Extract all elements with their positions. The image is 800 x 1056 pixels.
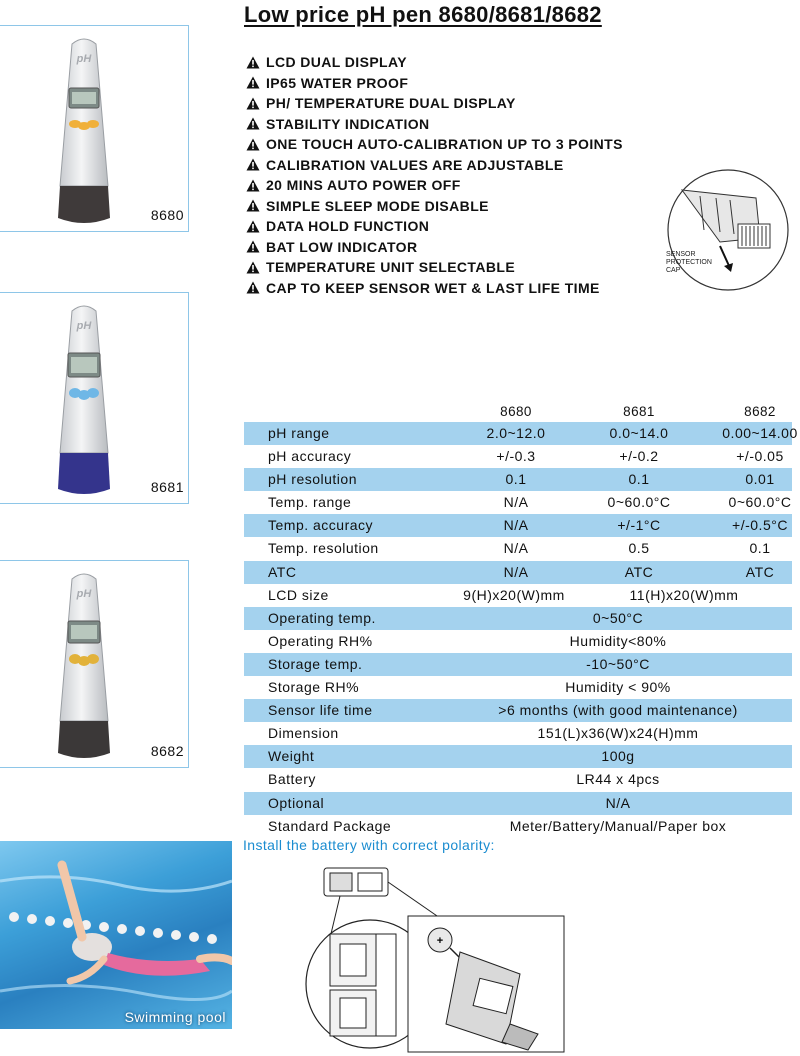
feature-item — [246, 114, 623, 135]
spec-value: >6 months (with good maintenance) — [498, 702, 738, 719]
feature-item — [246, 257, 623, 278]
spec-value: N/A — [503, 563, 529, 580]
product-label: 8680 — [150, 207, 184, 223]
ph-logo-text: pH — [76, 588, 92, 600]
spec-value: N/A — [503, 494, 529, 511]
sensor-caption-2: PROTECTION — [666, 259, 712, 266]
spec-value: 0~60.0°C — [607, 494, 671, 511]
spec-label: Operating temp. — [268, 609, 376, 626]
swimming-pool-label: Swimming pool — [124, 1009, 226, 1025]
product-8682 — [0, 560, 189, 768]
product-8680 — [0, 25, 189, 232]
feature-item — [246, 175, 623, 196]
spec-value: 0.0~14.0 — [609, 425, 669, 441]
spec-value: 0.01 — [745, 471, 775, 488]
spec-row — [244, 676, 792, 699]
warning-triangle-icon — [246, 97, 260, 110]
spec-label: Storage RH% — [268, 679, 360, 696]
spec-row — [244, 537, 792, 560]
sensor-caption-3: CAP — [666, 267, 681, 274]
spec-label: Temp. range — [268, 494, 352, 511]
spec-row — [244, 653, 792, 676]
warning-triangle-icon — [246, 179, 260, 192]
spec-row — [244, 422, 798, 445]
ph-pen-8682-image — [48, 571, 120, 763]
ph-pen-8681-image — [48, 303, 120, 499]
install-battery-text: Install the battery with correct polarity: — [243, 837, 495, 853]
spec-label: Standard Package — [268, 817, 392, 834]
feature-text: SIMPLE SLEEP MODE DISABLE — [266, 197, 489, 214]
spec-value: 0.5 — [628, 540, 650, 557]
spec-label: Weight — [268, 748, 315, 765]
warning-triangle-icon — [246, 138, 260, 151]
spec-label: Battery — [268, 771, 316, 788]
spec-value: LR44 x 4pcs — [576, 771, 660, 788]
spec-row — [244, 491, 792, 514]
spec-value: 0~50°C — [592, 609, 644, 626]
feature-text: CAP TO KEEP SENSOR WET & LAST LIFE TIME — [266, 279, 600, 296]
warning-triangle-icon — [246, 199, 260, 212]
warning-triangle-icon — [246, 158, 260, 171]
spec-row — [244, 768, 792, 791]
feature-text: LCD DUAL DISPLAY — [266, 54, 407, 70]
spec-value: N/A — [503, 517, 529, 534]
feature-list — [246, 52, 623, 298]
spec-header-row — [244, 402, 792, 422]
spec-value: +/-0.5°C — [732, 517, 788, 534]
spec-label: pH accuracy — [268, 448, 352, 465]
pen-cap — [58, 721, 110, 758]
page-title: Low price pH pen 8680/8681/8682 — [244, 2, 602, 27]
feature-item — [246, 278, 623, 299]
spec-header-8680: 8680 — [500, 404, 532, 419]
spec-value: 2.0~12.0 — [486, 425, 546, 441]
feature-text: BAT LOW INDICATOR — [266, 238, 418, 255]
svg-text:+: + — [436, 935, 444, 947]
warning-triangle-icon — [246, 117, 260, 130]
spec-label: Dimension — [268, 725, 339, 742]
ph-pen-8680-image — [48, 36, 120, 226]
spec-label: Temp. accuracy — [268, 517, 374, 534]
spec-value: 0.1 — [749, 540, 771, 557]
swimmer-illustration — [0, 841, 232, 1029]
feature-item — [246, 237, 623, 258]
product-label: 8681 — [150, 479, 184, 495]
feature-item — [246, 52, 623, 73]
product-8681 — [0, 292, 189, 504]
spec-row — [244, 514, 792, 537]
spec-label: Sensor life time — [268, 702, 373, 719]
spec-label: Temp. resolution — [268, 540, 379, 557]
warning-triangle-icon — [246, 240, 260, 253]
spec-row — [244, 722, 792, 745]
spec-table — [244, 402, 798, 838]
feature-text: DATA HOLD FUNCTION — [266, 218, 430, 234]
spec-value: N/A — [605, 794, 631, 811]
spec-value: 151(L)x36(W)x24(H)mm — [537, 725, 699, 742]
warning-triangle-icon — [246, 56, 260, 69]
spec-label: Operating RH% — [268, 632, 373, 649]
sensor-caption-1: SENSOR — [666, 251, 696, 258]
warning-triangle-icon — [246, 220, 260, 233]
spec-label: LCD size — [268, 586, 329, 603]
spec-value: 11(H)x20(W)mm — [629, 586, 739, 603]
spec-label: pH resolution — [268, 471, 357, 488]
feature-text: STABILITY INDICATION — [266, 115, 430, 132]
spec-value: Humidity<80% — [569, 632, 667, 649]
spec-value: 0.1 — [505, 471, 527, 488]
button-right — [87, 654, 99, 664]
spec-value: +/-0.3 — [496, 448, 536, 465]
button-right — [87, 388, 99, 398]
spec-row — [244, 699, 792, 722]
spec-row — [244, 792, 792, 815]
warning-triangle-icon — [246, 76, 260, 89]
button-right — [87, 120, 99, 128]
spec-row — [244, 561, 792, 584]
ph-logo-text: pH — [76, 53, 92, 65]
spec-row — [244, 468, 792, 491]
spec-row — [244, 607, 792, 630]
spec-label: Storage temp. — [268, 655, 363, 672]
pen-cap — [58, 453, 110, 494]
spec-value: 100g — [601, 748, 635, 765]
spec-row — [244, 445, 792, 468]
spec-value: N/A — [503, 540, 529, 557]
feature-item — [246, 134, 623, 155]
feature-item — [246, 216, 623, 237]
spec-value: ATC — [745, 563, 775, 580]
feature-text: TEMPERATURE UNIT SELECTABLE — [266, 259, 516, 275]
spec-value: 9(H)x20(W)mm — [463, 586, 565, 603]
spec-value: Humidity < 90% — [565, 679, 671, 696]
spec-header-8681: 8681 — [623, 404, 655, 419]
feature-item — [246, 196, 623, 217]
battery-installation-diagram — [300, 864, 570, 1054]
spec-value: 0.00~14.00 — [722, 425, 798, 441]
spec-label: Optional — [268, 794, 325, 811]
spec-value: 0~60.0°C — [728, 494, 792, 511]
spec-header-8682: 8682 — [744, 404, 776, 419]
spec-value: +/-1°C — [617, 517, 661, 534]
sensor-protection-cap-diagram — [660, 168, 796, 292]
ph-logo-text: pH — [76, 320, 92, 332]
spec-row — [244, 630, 792, 653]
spec-row — [244, 584, 792, 607]
spec-value: 0.1 — [628, 471, 650, 488]
swimming-pool-photo — [0, 841, 232, 1029]
spec-row — [244, 745, 792, 768]
warning-triangle-icon — [246, 261, 260, 274]
feature-text: CALIBRATION VALUES ARE ADJUSTABLE — [266, 156, 564, 173]
pen-cap — [58, 186, 110, 223]
feature-text: PH/ TEMPERATURE DUAL DISPLAY — [266, 95, 516, 111]
feature-item — [246, 93, 623, 114]
spec-label: ATC — [268, 563, 297, 580]
feature-item — [246, 73, 623, 94]
spec-row — [244, 815, 792, 838]
feature-text: IP65 WATER PROOF — [266, 74, 409, 91]
feature-text: 20 MINS AUTO POWER OFF — [266, 177, 461, 193]
feature-text: ONE TOUCH AUTO-CALIBRATION UP TO 3 POINTS — [266, 136, 623, 152]
spec-value: ATC — [624, 563, 654, 580]
spec-label: pH range — [268, 425, 330, 441]
feature-item — [246, 155, 623, 176]
spec-value: +/-0.05 — [736, 448, 784, 465]
spec-value: -10~50°C — [586, 655, 650, 672]
warning-triangle-icon — [246, 281, 260, 294]
spec-value: +/-0.2 — [619, 448, 659, 465]
product-label: 8682 — [150, 743, 184, 759]
spec-value: Meter/Battery/Manual/Paper box — [509, 817, 727, 834]
